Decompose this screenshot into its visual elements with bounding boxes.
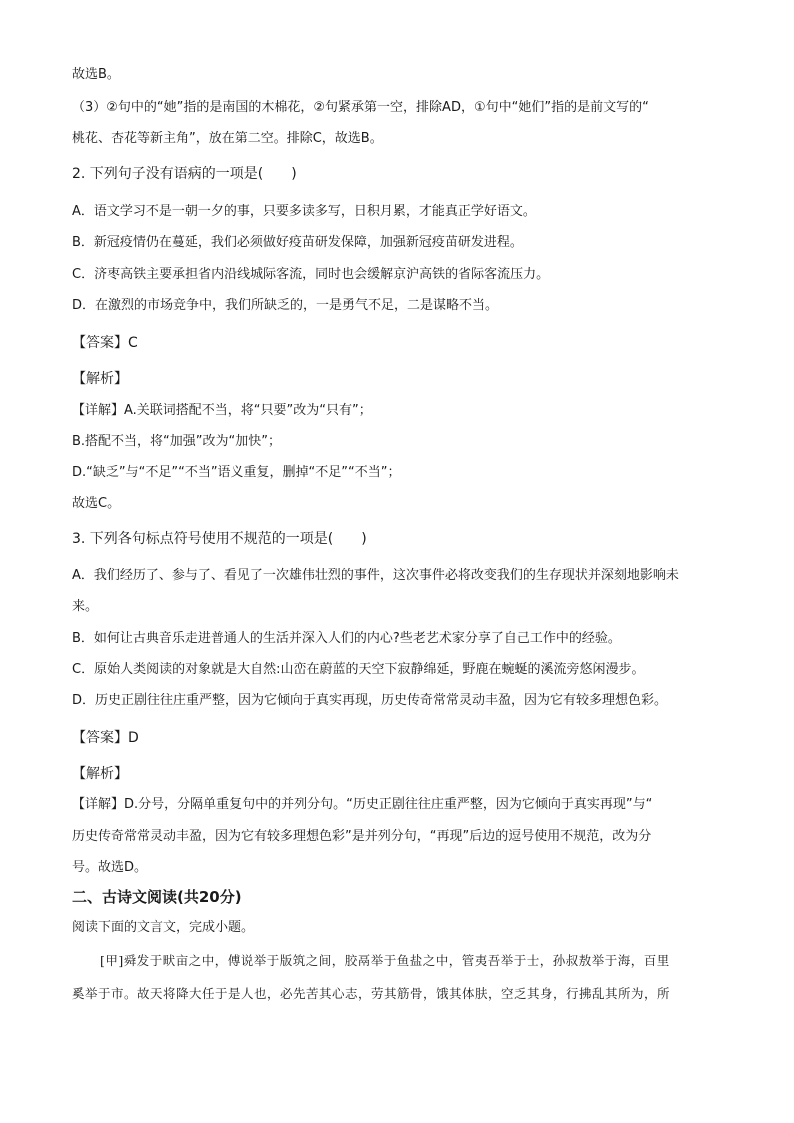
detail-line: 【详解】A.关联词搭配不当，将“只要”改为“只有”； xyxy=(72,403,372,418)
detail-line: 【详解】D.分号，分隔单重复句中的并列分句。“历史正剧往往庄重严整，因为它倾向于真实再现”与“ xyxy=(72,797,653,812)
detail-line: B.搭配不当，将“加强”改为“加快”； xyxy=(72,434,281,449)
detail-line: 号。故选D。 xyxy=(72,860,148,875)
option-a: A．语文学习不是一朝一夕的事，只要多读多写，日积月累，才能真正学好语文。 xyxy=(72,204,536,219)
option-b: B．新冠疫情仍在蔓延，我们必须做好疫苗研发保障，加强新冠疫苗研发进程。 xyxy=(72,235,523,250)
text-line: 桃花、杏花等新主角”，放在第二空。排除C，故选B。 xyxy=(72,131,383,146)
classical-text-line: 奚举于市。故天将降大任于是人也，必先苦其心志，劳其筋骨，饿其体肤，空乏其身，行拂乱其所为，所 xyxy=(72,986,671,1001)
section-heading: 二、古诗文阅读(共20分) xyxy=(72,888,242,906)
classical-text-line: [甲]舜发于畎亩之中，傅说举于版筑之间，胶鬲举于鱼盐之中，管夷吾举于士，孙叔敖举于海，百里 xyxy=(100,953,670,968)
option-c: C．济枣高铁主要承担省内沿线城际客流，同时也会缓解京沪高铁的省际客流压力。 xyxy=(72,267,550,282)
detail-line: D.“缺乏”与“不足”“不当”语义重复，删掉“不足”“不当”； xyxy=(72,465,401,480)
option-c: C．原始人类阅读的对象就是大自然:山峦在蔚蓝的天空下寂静绵延，野鹿在蜿蜒的溪流旁悠闲漫步。 xyxy=(72,662,645,677)
option-b: B．如何让古典音乐走进普通人的生活并深入人们的内心?些老艺术家分享了自己工作中的经验。 xyxy=(72,631,621,646)
question-3-stem: 3. 下列各句标点符号使用不规范的一项是( ) xyxy=(72,531,367,547)
option-d: D．在激烈的市场竞争中，我们所缺乏的，一是勇气不足，二是谋略不当。 xyxy=(72,298,499,313)
detail-line: 故选C。 xyxy=(72,496,121,511)
answer-label: 【答案】C xyxy=(72,335,138,351)
option-a: A．我们经历了、参与了、看见了一次雄伟壮烈的事件，这次事件必将改变我们的生存现状并深刻地影响未 xyxy=(72,568,679,583)
option-a-cont: 来。 xyxy=(72,599,99,614)
text-line: 故选B。 xyxy=(72,67,120,82)
answer-label: 【答案】D xyxy=(72,730,139,746)
question-2-stem: 2. 下列句子没有语病的一项是( ) xyxy=(72,166,297,182)
analysis-label: 【解析】 xyxy=(72,371,128,387)
detail-line: 历史传奇常常灵动丰盈，因为它有较多理想色彩”是并列分句，“再现”后边的逗号使用不规范，改为分 xyxy=(72,829,652,844)
analysis-label: 【解析】 xyxy=(72,766,128,782)
option-d: D．历史正剧往往庄重严整，因为它倾向于真实再现，历史传奇常常灵动丰盈，因为它有较多理想色彩。 xyxy=(72,693,668,708)
text-line: （3）②句中的“她”指的是南国的木棉花，②句紧承第一空，排除AD，①句中“她们”指的是前文写的“ xyxy=(72,100,649,115)
reading-instruction: 阅读下面的文言文，完成小题。 xyxy=(72,920,255,935)
